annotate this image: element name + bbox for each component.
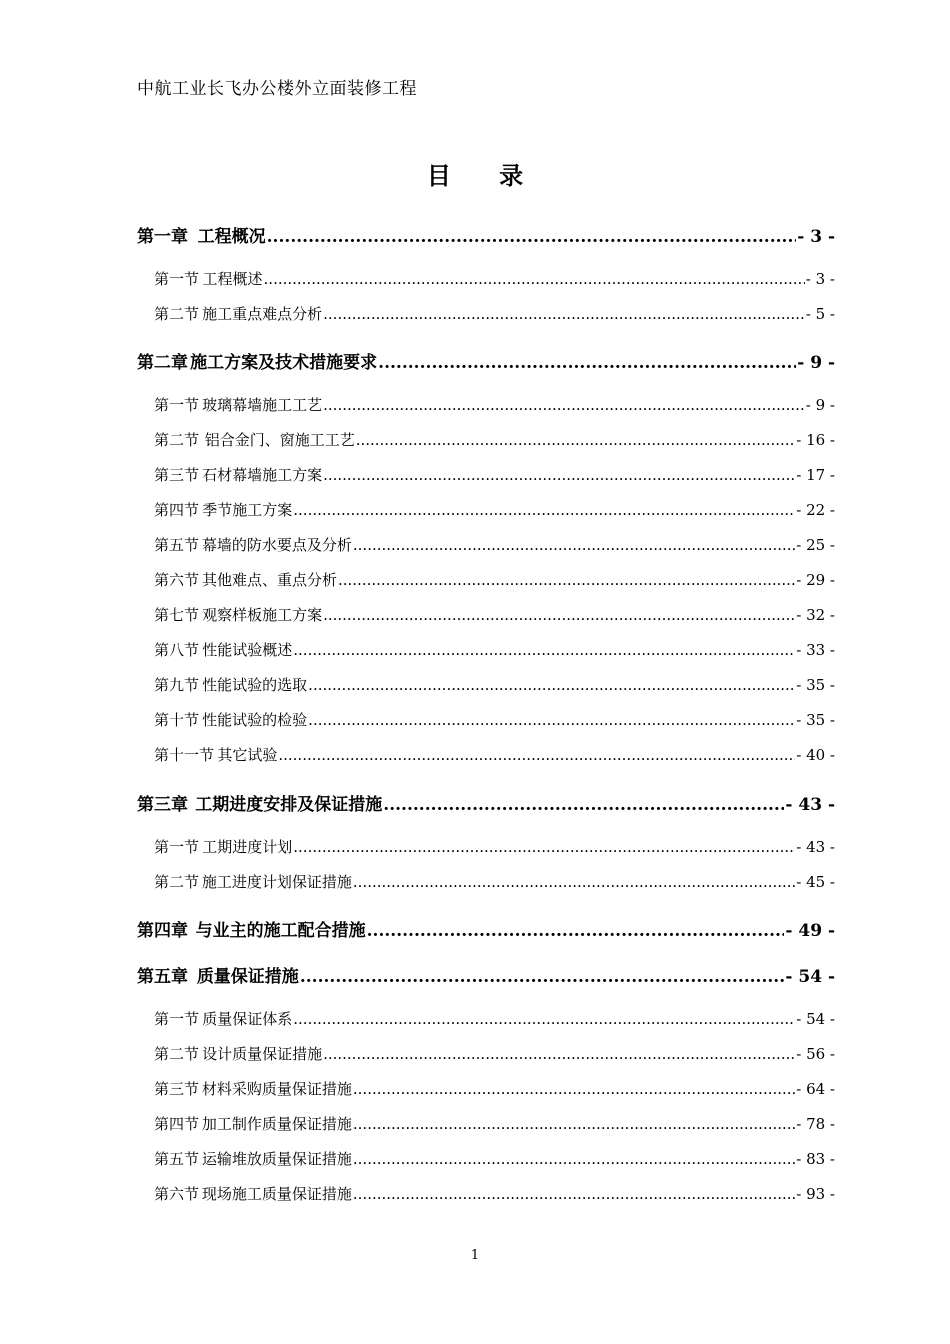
toc-entry-title: 与业主的施工配合措施 [195,921,366,941]
toc-entry-page: - 78 - [796,1115,835,1133]
toc-entry-section[interactable] [137,604,835,625]
toc-entry-title: 施工重点难点分析 [202,305,323,323]
toc-entry-leader-dots [293,1010,795,1028]
toc-entry-page: - 16 - [796,431,835,449]
toc-entry-title: 性能试验概述 [202,641,293,659]
toc-entry-page: - 56 - [796,1045,835,1063]
toc-entry-leader-dots [264,270,805,288]
toc-entry-title: 设计质量保证措施 [202,1045,323,1063]
toc-entry-page: - 40 - [796,746,835,764]
toc-entry-page: - 35 - [796,676,835,694]
toc-entry-leader-dots [353,1115,795,1133]
toc-entry-title: 工程概述 [202,270,263,288]
toc-entry-leader-dots [353,1080,795,1098]
toc-entry-title: 材料采购质量保证措施 [201,1080,352,1098]
toc-title [0,156,950,191]
toc-entry-section[interactable] [137,1008,835,1029]
toc-entry-section[interactable] [137,268,835,289]
toc-entry-page: - 35 - [796,711,835,729]
toc-entry-leader-dots [367,921,785,941]
toc-entry-number: 第一节 [154,270,200,288]
toc-entry-section[interactable] [137,674,835,695]
toc-entry-number: 第四章 [137,921,188,941]
toc-entry-page: - 5 - [805,305,835,323]
toc-entry-section[interactable] [137,836,835,857]
toc-entry-number: 第七节 [154,606,200,624]
toc-entry-section[interactable] [137,1078,835,1099]
toc-entry-title: 性能试验的检验 [202,711,308,729]
toc-entry-number: 第三节 [154,1080,200,1098]
toc-entry-leader-dots [338,571,795,589]
toc-entry-number: 第五节 [154,536,200,554]
toc-entry-number: 第二节 [154,1045,200,1063]
toc-entry-title: 季节施工方案 [202,501,293,519]
toc-entry-page: - 83 - [796,1150,835,1168]
toc-entry-page: - 54 - [796,1010,835,1028]
toc-entry-section[interactable] [137,1113,835,1134]
page-number: 1 [470,1248,480,1263]
toc-entry-page: - 3 - [805,270,835,288]
toc-entry-leader-dots [353,1185,795,1203]
toc-entry-title: 玻璃幕墙施工工艺 [202,396,323,414]
toc-title-char-2: 录 [499,161,524,190]
toc-entry-page: - 93 - [796,1185,835,1203]
toc-entry-page: - 9 - [797,353,835,373]
toc-entry-section[interactable] [137,871,835,892]
toc-entry-title: 质量保证体系 [202,1010,293,1028]
toc-entry-title: 质量保证措施 [196,967,299,987]
toc-entry-number: 第二节 [154,431,200,449]
toc-entry-title: 铝合金门、窗施工工艺 [204,431,355,449]
toc-entry-page: - 22 - [796,501,835,519]
toc-entry-section[interactable] [137,744,835,765]
toc-entry-title: 施工方案及技术措施要求 [190,353,378,373]
toc-entry-section[interactable] [137,464,835,485]
toc-entry-leader-dots [323,305,805,323]
toc-entry-number: 第十节 [154,711,200,729]
toc-entry-title: 性能试验的选取 [202,676,308,694]
toc-entry-title: 加工制作质量保证措施 [201,1115,352,1133]
toc-entry-leader-dots [300,967,785,987]
toc-entry-leader-dots [356,431,796,449]
toc-entry-number: 第一节 [154,396,200,414]
toc-entry-title: 工期进度安排及保证措施 [195,795,383,815]
toc-entry-section[interactable] [137,1183,835,1204]
toc-entry-number: 第四节 [154,1115,200,1133]
toc-title-char-1: 目 [426,161,451,190]
toc-entry-leader-dots [293,501,795,519]
toc-entry-leader-dots [323,466,795,484]
toc-entry-chapter[interactable] [137,222,835,247]
toc-entry-number: 第六节 [154,1185,200,1203]
toc-entry-page: - 43 - [785,795,835,815]
toc-entry-leader-dots [293,641,795,659]
toc-entry-number: 第九节 [154,676,200,694]
toc-entry-title: 观察样板施工方案 [202,606,323,624]
toc-entry-leader-dots [323,396,805,414]
toc-entry-section[interactable] [137,534,835,555]
toc-entry-section[interactable] [137,709,835,730]
toc-entry-leader-dots [293,838,795,856]
toc-entry-number: 第一节 [154,838,200,856]
toc-entry-number: 第一节 [154,1010,200,1028]
toc-entry-number: 第二章 [137,353,188,373]
toc-entry-leader-dots [353,536,795,554]
toc-entry-title: 石材幕墙施工方案 [202,466,323,484]
toc-entry-page: - 45 - [796,873,835,891]
toc-entry-title: 其它试验 [217,746,278,764]
toc-entry-number: 第四节 [154,501,200,519]
toc-entry-section[interactable] [137,569,835,590]
toc-entry-section[interactable] [137,429,835,450]
toc-entry-page: - 49 - [785,921,835,941]
toc-entry-number: 第八节 [154,641,200,659]
toc-entry-chapter[interactable] [137,348,835,373]
toc-entry-chapter[interactable] [137,962,835,987]
toc-entry-page: - 43 - [796,838,835,856]
toc-entry-number: 第十一节 [154,746,215,764]
toc-entry-page: - 29 - [796,571,835,589]
toc-entry-page: - 25 - [796,536,835,554]
toc-entry-leader-dots [378,353,796,373]
toc-entry-page: - 3 - [797,227,835,247]
toc-entry-page: - 33 - [796,641,835,659]
toc-entry-leader-dots [278,746,795,764]
toc-entry-title: 幕墙的防水要点及分析 [201,536,352,554]
toc-entry-title: 其他难点、重点分析 [201,571,337,589]
toc-entry-number: 第三节 [154,466,200,484]
toc-entry-title: 工程概况 [197,227,266,247]
toc-entry-section[interactable] [137,499,835,520]
toc-entry-section[interactable] [137,1043,835,1064]
toc-entry-leader-dots [323,606,795,624]
toc-entry-page: - 54 - [785,967,835,987]
toc-entry-chapter[interactable] [137,916,835,941]
toc-entry-leader-dots [353,873,795,891]
toc-entry-leader-dots [383,795,784,815]
toc-entry-number: 第五节 [154,1150,200,1168]
toc-entry-section[interactable] [137,303,835,324]
toc-entry-leader-dots [308,711,795,729]
toc-entry-section[interactable] [137,394,835,415]
toc-entry-number: 第六节 [154,571,200,589]
toc-entry-leader-dots [267,227,797,247]
toc-entry-number: 第二节 [154,873,200,891]
toc-entry-section[interactable] [137,639,835,660]
toc-entry-number: 第一章 [137,227,188,247]
toc-entry-page: - 17 - [796,466,835,484]
toc-entry-leader-dots [353,1150,795,1168]
document-header: 中航工业长飞办公楼外立面装修工程 [137,79,417,99]
toc-entry-number: 第五章 [137,967,188,987]
toc-entry-page: - 9 - [805,396,835,414]
toc-entry-number: 第三章 [137,795,188,815]
toc-entry-section[interactable] [137,1148,835,1169]
toc-entry-leader-dots [308,676,795,694]
toc-entry-page: - 64 - [796,1080,835,1098]
toc-entry-page: - 32 - [796,606,835,624]
toc-entry-title: 运输堆放质量保证措施 [201,1150,352,1168]
toc-entry-title: 施工进度计划保证措施 [201,873,352,891]
toc-entry-leader-dots [323,1045,795,1063]
toc-entry-title: 现场施工质量保证措施 [201,1185,352,1203]
toc-entry-number: 第二节 [154,305,200,323]
toc-entry-title: 工期进度计划 [202,838,293,856]
toc-entry-chapter[interactable] [137,790,835,815]
